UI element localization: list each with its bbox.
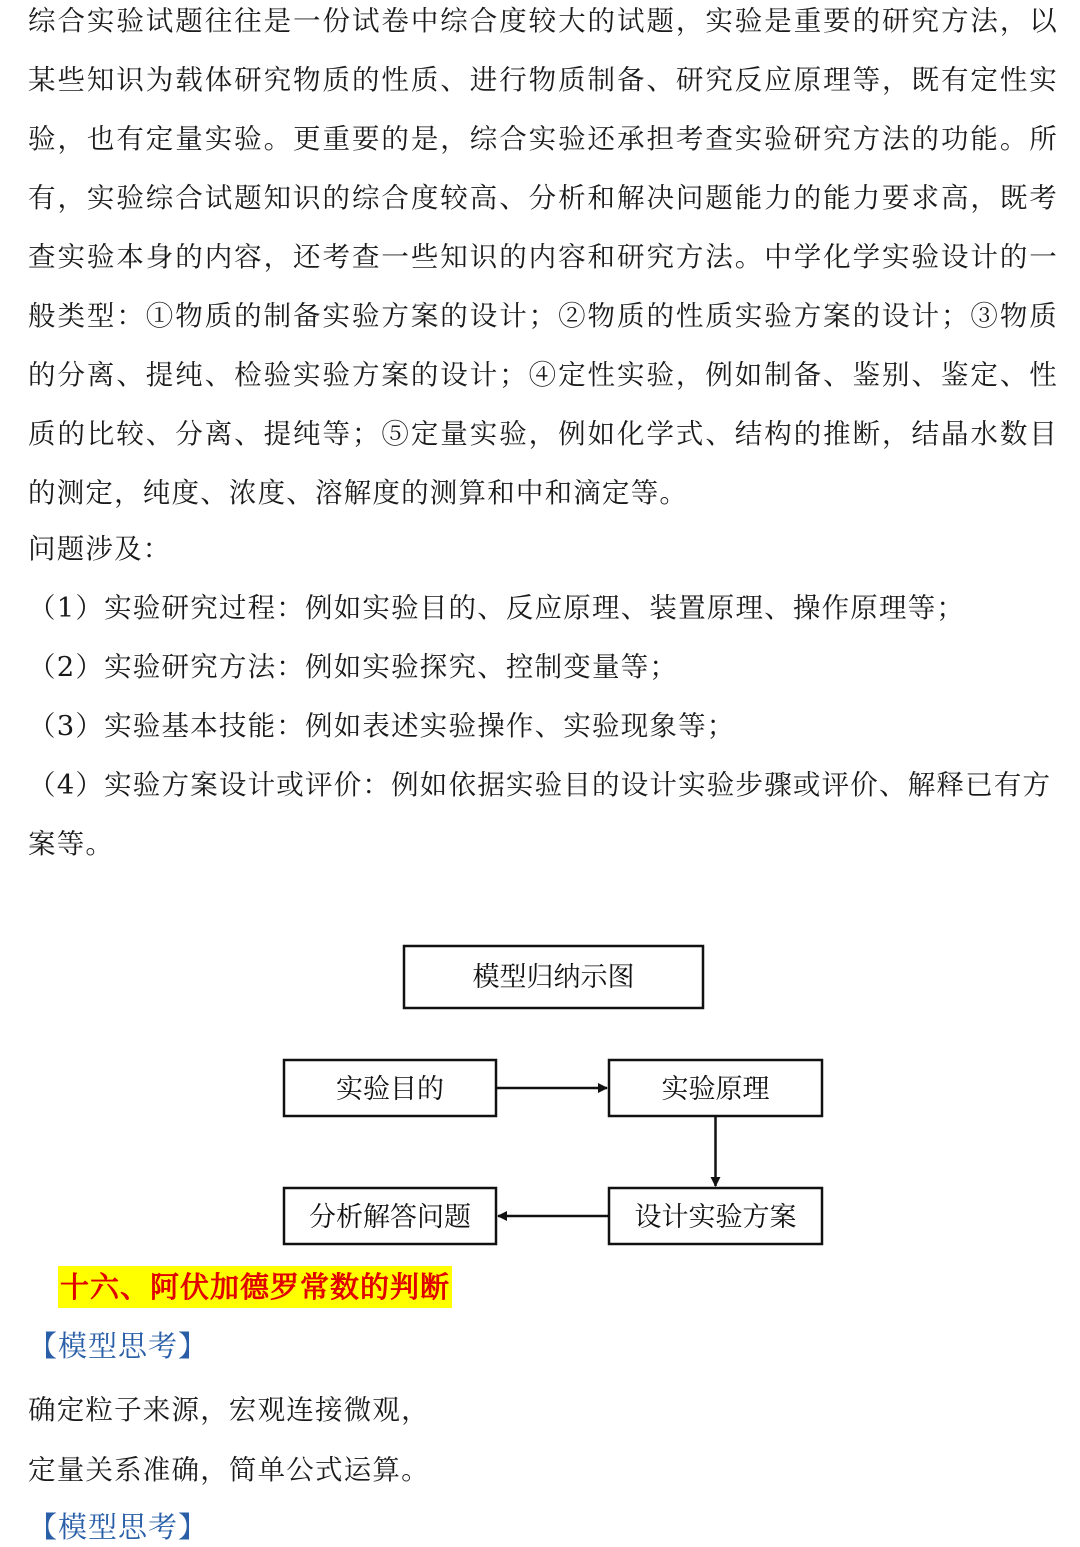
section-heading: 十六、阿伏加德罗常数的判断 — [58, 1266, 452, 1308]
list-item: （4）实验方案设计或评价：例如依据实验目的设计实验步骤或评价、解释已有方案等。 — [28, 769, 1052, 860]
intro-paragraph: 综合实验试题往往是一份试卷中综合度较大的试题，实验是重要的研究方法，以某些知识为载体研究物质的性质、进行物质制备、研究反应原理等，既有定性实验，也有定量实验。更重要的是，综合实验还承担考查实验研究方法的功能。所有，实验综合试题知识的综合度较高、分析和解决问题能力的能力要求高，既考查实验本身的内容，还考查一些知识的内容和研究方法。中学化学实验设计的一般类型：①物质的制备实验方案的设计；②物质的性质实验方案的设计；③物质的分离、提纯、检验实验方案的设计；④定性实验，例如制备、鉴别、鉴定、性质的比较、分离、提纯等；⑤定量实验，例如化学式、结构的推断，结晶水数目的测定，纯度、浓度、溶解度的测算和中和滴定等。 — [28, 5, 1058, 509]
list-item: （2）实验研究方法：例如实验探究、控制变量等； — [28, 651, 679, 683]
analysis-label: 分析解答问题 — [309, 1202, 471, 1233]
list-item: （1）实验研究过程：例如实验目的、反应原理、装置原理、操作原理等； — [28, 592, 966, 624]
diagram-title: 模型归纳示图 — [472, 962, 635, 993]
list-item: （3）实验基本技能：例如表述实验操作、实验现象等； — [28, 710, 736, 742]
purpose-label: 实验目的 — [336, 1074, 444, 1105]
issues-list — [28, 579, 1070, 874]
thinking-label: 【模型思考】 — [28, 1510, 209, 1544]
thinking-line: 确定粒子来源，宏观连接微观， — [28, 1394, 430, 1426]
model-diagram — [0, 930, 1080, 1260]
thinking-line: 定量关系准确，简单公式运算。 — [28, 1454, 430, 1486]
thinking-label: 【模型思考】 — [28, 1329, 209, 1363]
principle-label: 实验原理 — [661, 1074, 770, 1105]
design-label: 设计实验方案 — [634, 1202, 797, 1233]
issues-heading: 问题涉及： — [28, 533, 172, 565]
